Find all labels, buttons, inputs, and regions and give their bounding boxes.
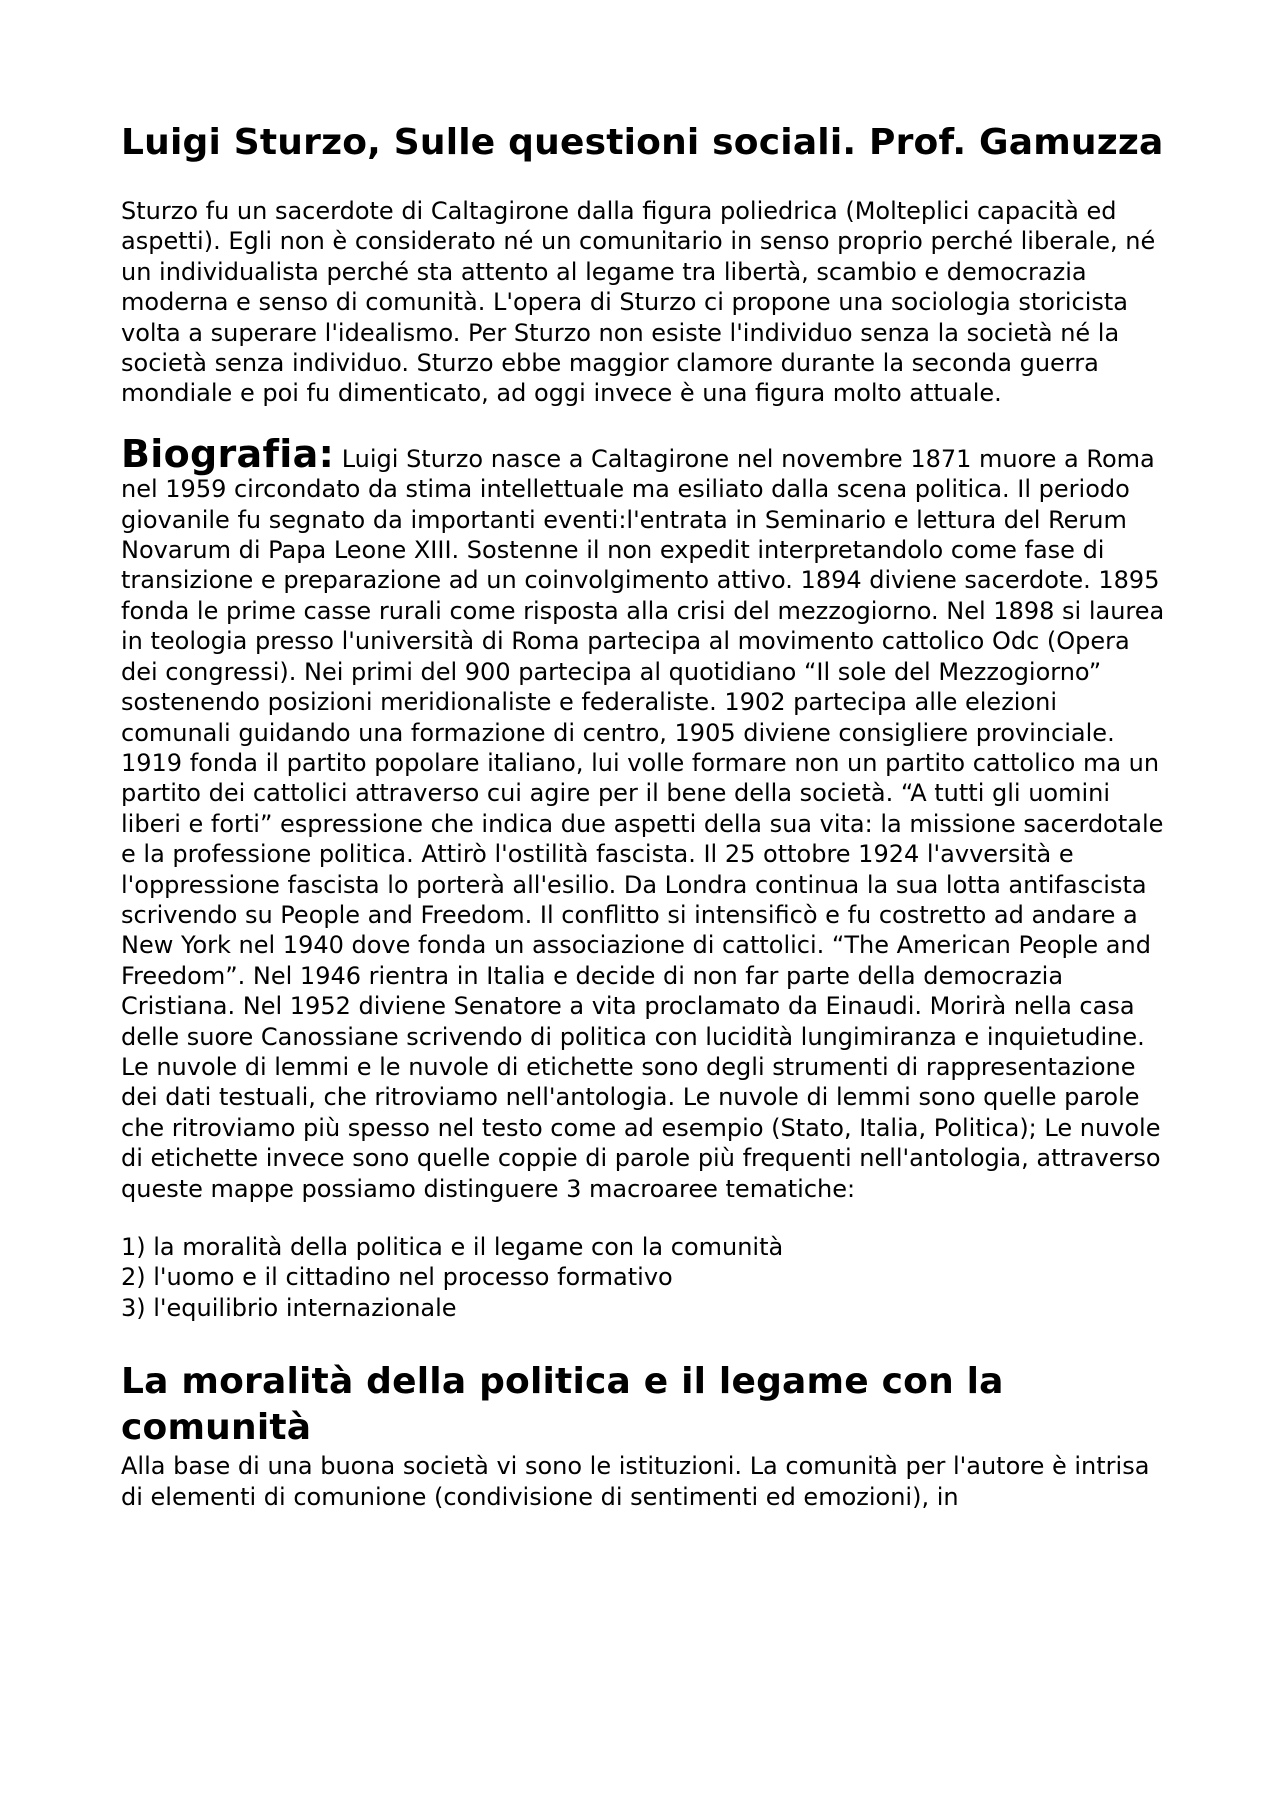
theme-item: 1) la moralità della politica e il legame con la comunità xyxy=(121,1233,784,1261)
biography-label: Biografia: xyxy=(121,431,335,476)
document-page xyxy=(121,120,1166,1512)
biography-paragraph xyxy=(121,431,1166,1204)
intro-paragraph: Sturzo fu un sacerdote di Caltagirone dalla figura poliedrica (Molteplici capacità ed aspetti). Egli non è considerato né un comunitario in senso proprio perché liberale, né un individualista perché sta attento al legame tra libertà, scambio e democrazia moderna e senso di comunità. L'opera di Sturzo ci propone una sociologia storicista volta a superare l'idealismo. Per Sturzo non esiste l'individuo senza la società né la società senza individuo. Sturzo ebbe maggior clamore durante la seconda guerra mondiale e poi fu dimenticato, ad oggi invece è una figura molto attuale. xyxy=(121,197,1156,408)
theme-item: 3) l'equilibrio internazionale xyxy=(121,1293,457,1322)
section-heading: La moralità della politica e il legame con la comunità xyxy=(121,1361,1004,1449)
document-title: Luigi Sturzo, Sulle questioni sociali. Prof. Gamuzza xyxy=(121,122,1164,163)
themes-list xyxy=(121,1232,1166,1323)
theme-item: 2) l'uomo e il cittadino nel processo formativo xyxy=(121,1263,673,1292)
section-paragraph: Alla base di una buona società vi sono le istituzioni. La comunità per l'autore è intrisa di elementi di comunione (condivisione di sentimenti ed emozioni), in xyxy=(121,1452,1150,1511)
biography-text: Luigi Sturzo nasce a Caltagirone nel novembre 1871 muore a Roma nel 1959 circondato da stima intellettuale ma esiliato dalla scena politica. Il periodo giovanile fu segnato da importanti eventi:l'entrata in Seminario e lettura del Rerum Novarum di Papa Leone XIII. Sostenne il non expedit interpretandolo come fase di transizione e preparazione ad un coinvolgimento attivo. 1894 diviene sacerdote. 1895 fonda le prime casse rurali come risposta alla crisi del mezzogiorno. Nel 1898 si laurea in teologia presso l'università di Roma partecipa al movimento cattolico Odc (Opera dei congressi). Nei primi del 900 partecipa al quotidiano “Il sole del Mezzogiorno” sostenendo posizioni meridionaliste e federaliste. 1902 partecipa alle elezioni comunali guidando una formazione di centro, 1905 diviene consigliere provinciale. 1919 fonda il partito popolare italiano, lui volle formare non un partito cattolico ma un partito dei cattolici attraverso cui agire per il bene della società. “A tutti gli uomini liberi e forti” espressione che indica due aspetti della sua vita: la missione sacerdotale e la professione politica. Attirò l'ostilità fascista. Il 25 ottobre 1924 l'avversità e l'oppressione fascista lo porterà all'esilio. Da Londra continua la sua lotta antifascista scrivendo su People and Freedom. Il conflitto si intensificò e fu costretto ad andare a New York nel 1940 dove fonda un associazione di cattolici. “The American People and Freedom”. Nel 1946 rientra in Italia e decide di non far parte della democrazia Cristiana. Nel 1952 diviene Senatore a vita proclamato da Einaudi. Morirà nella casa delle suore Canossiane scrivendo di politica con lucidità lungimiranza e inquietudine. Le nuvole di lemmi e le nuvole di etichette sono degli strumenti di rappresentazione dei dati testuali, che ritroviamo nell'antologia. Le nuvole di lemmi sono quelle parole che ritroviamo più spesso nel testo come ad esempio (Stato, Italia, Politica); Le nuvole di etichette invece sono quelle coppie di parole più frequenti nell'antologia, attraverso queste mappe possiamo distinguere 3 macroaree tematiche: xyxy=(121,444,1165,1203)
